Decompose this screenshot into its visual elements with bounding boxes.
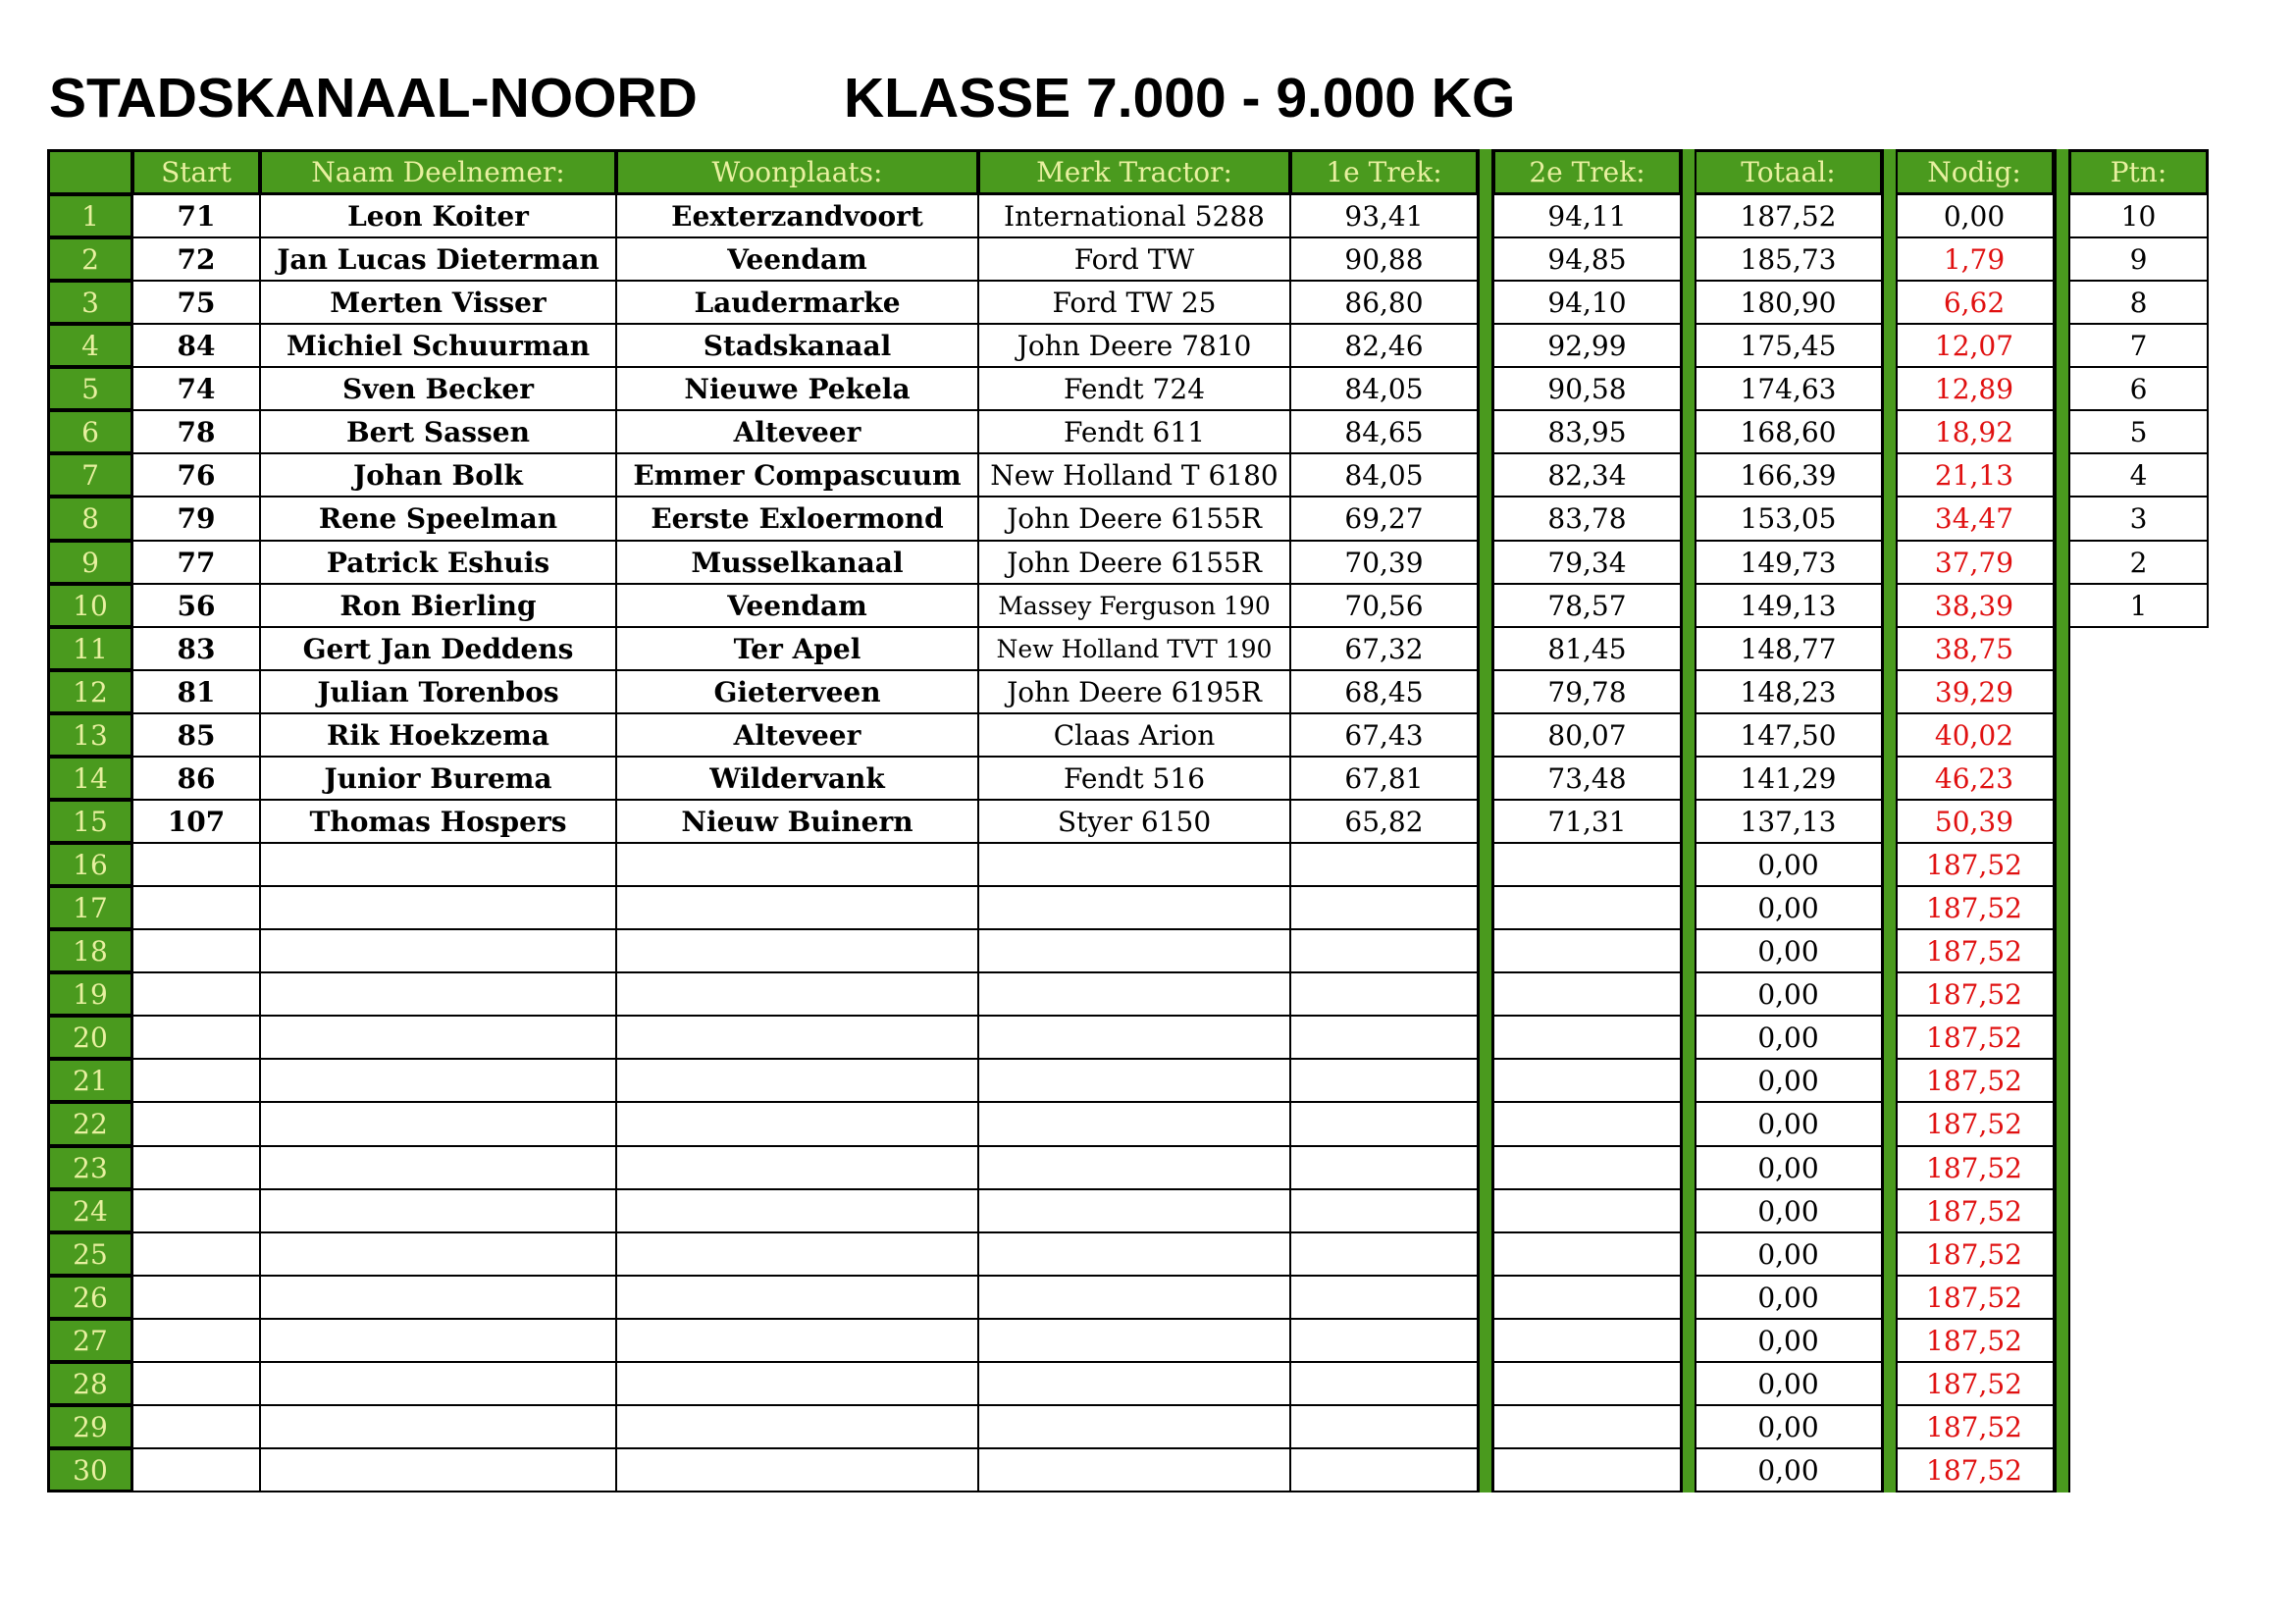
cell-t1: 67,43 <box>1289 712 1479 758</box>
cell-ptn: 9 <box>2068 236 2209 282</box>
cell-name: Leon Koiter <box>259 193 617 238</box>
cell-name <box>259 928 617 973</box>
cell-place: Alteveer <box>615 712 979 758</box>
cell-tractor: Massey Ferguson 190 <box>977 583 1291 628</box>
cell-start <box>131 842 261 887</box>
cell-t2 <box>1492 1404 1682 1449</box>
cell-t1 <box>1289 1188 1479 1233</box>
cell-total: 166,39 <box>1694 452 1883 497</box>
cell-t1: 67,81 <box>1289 756 1479 801</box>
cell-place: Veendam <box>615 583 979 628</box>
cell-place <box>615 1318 979 1363</box>
column-header-nodig: Nodig: <box>1894 149 2055 195</box>
cell-nodig: 187,52 <box>1894 971 2055 1017</box>
class-title: KLASSE 7.000 - 9.000 KG <box>844 67 1516 130</box>
cell-start <box>131 1404 261 1449</box>
cell-name <box>259 971 617 1017</box>
row-number: 30 <box>47 1447 133 1492</box>
column-separator <box>1882 149 1898 1492</box>
cell-place: Nieuwe Pekela <box>615 366 979 411</box>
row-number: 22 <box>47 1101 133 1147</box>
cell-nodig: 187,52 <box>1894 1231 2055 1277</box>
cell-tractor: Fendt 611 <box>977 409 1291 454</box>
cell-t2 <box>1492 1058 1682 1103</box>
cell-place <box>615 1231 979 1277</box>
cell-name: Thomas Hospers <box>259 799 617 844</box>
cell-ptn: 4 <box>2068 452 2209 497</box>
cell-start: 56 <box>131 583 261 628</box>
cell-tractor: John Deere 6155R <box>977 540 1291 585</box>
cell-t1: 70,56 <box>1289 583 1479 628</box>
cell-start <box>131 1058 261 1103</box>
page-title: STADSKANAAL-NOORD <box>49 67 698 130</box>
cell-nodig: 18,92 <box>1894 409 2055 454</box>
cell-t1: 93,41 <box>1289 193 1479 238</box>
cell-t2 <box>1492 1318 1682 1363</box>
cell-total: 153,05 <box>1694 496 1883 542</box>
cell-start: 79 <box>131 496 261 542</box>
cell-start <box>131 971 261 1017</box>
cell-place <box>615 1145 979 1190</box>
cell-place <box>615 842 979 887</box>
cell-t1: 86,80 <box>1289 280 1479 325</box>
cell-t2 <box>1492 1231 1682 1277</box>
cell-place: Gieterveen <box>615 669 979 714</box>
cell-nodig: 187,52 <box>1894 1404 2055 1449</box>
cell-total: 0,00 <box>1694 1101 1883 1147</box>
cell-name: Michiel Schuurman <box>259 323 617 368</box>
cell-nodig: 187,52 <box>1894 1101 2055 1147</box>
cell-ptn: 5 <box>2068 409 2209 454</box>
cell-tractor: Ford TW <box>977 236 1291 282</box>
cell-tractor <box>977 1101 1291 1147</box>
row-number: 24 <box>47 1188 133 1233</box>
cell-total: 0,00 <box>1694 885 1883 930</box>
cell-name <box>259 1015 617 1060</box>
cell-nodig: 46,23 <box>1894 756 2055 801</box>
cell-nodig: 12,89 <box>1894 366 2055 411</box>
cell-place: Eexterzandvoort <box>615 193 979 238</box>
cell-t2: 82,34 <box>1492 452 1682 497</box>
column-separator <box>1478 149 1493 1492</box>
cell-start: 76 <box>131 452 261 497</box>
cell-t2: 83,95 <box>1492 409 1682 454</box>
cell-t2: 73,48 <box>1492 756 1682 801</box>
cell-start: 74 <box>131 366 261 411</box>
cell-name <box>259 1275 617 1320</box>
cell-nodig: 187,52 <box>1894 1447 2055 1492</box>
cell-nodig: 187,52 <box>1894 1318 2055 1363</box>
cell-t2 <box>1492 1447 1682 1492</box>
cell-t2 <box>1492 971 1682 1017</box>
cell-tractor <box>977 1231 1291 1277</box>
column-separator <box>2055 149 2070 1492</box>
row-number: 21 <box>47 1058 133 1103</box>
cell-place: Wildervank <box>615 756 979 801</box>
cell-nodig: 50,39 <box>1894 799 2055 844</box>
cell-place: Alteveer <box>615 409 979 454</box>
cell-tractor <box>977 971 1291 1017</box>
cell-place <box>615 1015 979 1060</box>
cell-t2 <box>1492 1275 1682 1320</box>
cell-t2 <box>1492 842 1682 887</box>
cell-t2: 71,31 <box>1492 799 1682 844</box>
cell-place <box>615 928 979 973</box>
cell-t1: 67,32 <box>1289 626 1479 671</box>
cell-place: Eerste Exloermond <box>615 496 979 542</box>
cell-total: 0,00 <box>1694 1231 1883 1277</box>
cell-tractor <box>977 1145 1291 1190</box>
cell-tractor: John Deere 7810 <box>977 323 1291 368</box>
cell-start <box>131 885 261 930</box>
cell-start <box>131 928 261 973</box>
cell-tractor: John Deere 6195R <box>977 669 1291 714</box>
cell-tractor <box>977 1015 1291 1060</box>
row-number: 25 <box>47 1231 133 1277</box>
cell-name: Junior Burema <box>259 756 617 801</box>
row-number: 6 <box>47 409 133 454</box>
cell-tractor <box>977 1447 1291 1492</box>
cell-total: 0,00 <box>1694 1361 1883 1406</box>
cell-t2: 78,57 <box>1492 583 1682 628</box>
cell-nodig: 6,62 <box>1894 280 2055 325</box>
cell-t2 <box>1492 1145 1682 1190</box>
cell-name: Gert Jan Deddens <box>259 626 617 671</box>
cell-ptn: 2 <box>2068 540 2209 585</box>
cell-tractor <box>977 885 1291 930</box>
cell-start: 81 <box>131 669 261 714</box>
cell-place <box>615 1101 979 1147</box>
row-number: 5 <box>47 366 133 411</box>
cell-nodig: 0,00 <box>1894 193 2055 238</box>
cell-total: 137,13 <box>1694 799 1883 844</box>
cell-name <box>259 842 617 887</box>
cell-tractor <box>977 1275 1291 1320</box>
cell-total: 149,13 <box>1694 583 1883 628</box>
cell-t1: 84,65 <box>1289 409 1479 454</box>
cell-tractor <box>977 1318 1291 1363</box>
cell-nodig: 34,47 <box>1894 496 2055 542</box>
cell-name: Sven Becker <box>259 366 617 411</box>
cell-tractor <box>977 928 1291 973</box>
cell-t1 <box>1289 842 1479 887</box>
cell-tractor: Styer 6150 <box>977 799 1291 844</box>
row-number: 4 <box>47 323 133 368</box>
cell-total: 0,00 <box>1694 1447 1883 1492</box>
cell-t1 <box>1289 928 1479 973</box>
cell-name: Johan Bolk <box>259 452 617 497</box>
cell-ptn: 3 <box>2068 496 2209 542</box>
cell-place <box>615 1447 979 1492</box>
cell-ptn: 7 <box>2068 323 2209 368</box>
column-header-t2: 2e Trek: <box>1492 149 1682 195</box>
cell-t1: 84,05 <box>1289 366 1479 411</box>
cell-start <box>131 1318 261 1363</box>
cell-name: Ron Bierling <box>259 583 617 628</box>
cell-nodig: 12,07 <box>1894 323 2055 368</box>
cell-total: 0,00 <box>1694 971 1883 1017</box>
cell-t2: 94,10 <box>1492 280 1682 325</box>
cell-t2 <box>1492 1361 1682 1406</box>
cell-start: 71 <box>131 193 261 238</box>
cell-place: Veendam <box>615 236 979 282</box>
cell-t2: 79,78 <box>1492 669 1682 714</box>
cell-nodig: 1,79 <box>1894 236 2055 282</box>
row-number: 13 <box>47 712 133 758</box>
cell-start <box>131 1275 261 1320</box>
cell-start <box>131 1145 261 1190</box>
cell-total: 147,50 <box>1694 712 1883 758</box>
cell-start: 84 <box>131 323 261 368</box>
cell-place <box>615 1188 979 1233</box>
cell-total: 175,45 <box>1694 323 1883 368</box>
cell-start: 85 <box>131 712 261 758</box>
cell-total: 168,60 <box>1694 409 1883 454</box>
cell-t1 <box>1289 885 1479 930</box>
row-number: 23 <box>47 1145 133 1190</box>
row-number: 8 <box>47 496 133 542</box>
cell-name <box>259 1318 617 1363</box>
cell-t1 <box>1289 1015 1479 1060</box>
cell-nodig: 187,52 <box>1894 842 2055 887</box>
cell-place <box>615 1275 979 1320</box>
cell-t1 <box>1289 1275 1479 1320</box>
cell-t2 <box>1492 1101 1682 1147</box>
cell-total: 0,00 <box>1694 1145 1883 1190</box>
cell-t2: 83,78 <box>1492 496 1682 542</box>
cell-t1: 68,45 <box>1289 669 1479 714</box>
cell-name <box>259 1188 617 1233</box>
cell-place: Nieuw Buinern <box>615 799 979 844</box>
column-header-ptn: Ptn: <box>2068 149 2209 195</box>
row-number: 27 <box>47 1318 133 1363</box>
cell-total: 0,00 <box>1694 928 1883 973</box>
cell-name: Jan Lucas Dieterman <box>259 236 617 282</box>
cell-t1: 82,46 <box>1289 323 1479 368</box>
cell-name <box>259 1101 617 1147</box>
cell-nodig: 38,39 <box>1894 583 2055 628</box>
cell-tractor: International 5288 <box>977 193 1291 238</box>
cell-ptn: 10 <box>2068 193 2209 238</box>
cell-t1: 84,05 <box>1289 452 1479 497</box>
cell-total: 141,29 <box>1694 756 1883 801</box>
row-number: 12 <box>47 669 133 714</box>
cell-place <box>615 885 979 930</box>
cell-name <box>259 1447 617 1492</box>
cell-t1 <box>1289 1404 1479 1449</box>
cell-t1 <box>1289 1361 1479 1406</box>
cell-name: Rik Hoekzema <box>259 712 617 758</box>
cell-nodig: 187,52 <box>1894 1145 2055 1190</box>
cell-ptn: 1 <box>2068 583 2209 628</box>
row-number: 2 <box>47 236 133 282</box>
cell-nodig: 187,52 <box>1894 1058 2055 1103</box>
row-number: 15 <box>47 799 133 844</box>
cell-nodig: 187,52 <box>1894 1015 2055 1060</box>
cell-total: 148,77 <box>1694 626 1883 671</box>
column-header-t1: 1e Trek: <box>1289 149 1479 195</box>
row-number: 10 <box>47 583 133 628</box>
cell-total: 174,63 <box>1694 366 1883 411</box>
cell-t1 <box>1289 1231 1479 1277</box>
cell-total: 148,23 <box>1694 669 1883 714</box>
cell-start: 75 <box>131 280 261 325</box>
cell-nodig: 21,13 <box>1894 452 2055 497</box>
cell-t1 <box>1289 1101 1479 1147</box>
cell-t1 <box>1289 1447 1479 1492</box>
cell-start <box>131 1015 261 1060</box>
cell-tractor <box>977 1058 1291 1103</box>
cell-tractor: Ford TW 25 <box>977 280 1291 325</box>
cell-start: 77 <box>131 540 261 585</box>
cell-total: 185,73 <box>1694 236 1883 282</box>
cell-nodig: 39,29 <box>1894 669 2055 714</box>
cell-nodig: 40,02 <box>1894 712 2055 758</box>
cell-tractor: Claas Arion <box>977 712 1291 758</box>
cell-name <box>259 1058 617 1103</box>
cell-t2: 80,07 <box>1492 712 1682 758</box>
cell-name: Merten Visser <box>259 280 617 325</box>
row-number: 9 <box>47 540 133 585</box>
cell-t1: 90,88 <box>1289 236 1479 282</box>
cell-name <box>259 1145 617 1190</box>
cell-total: 187,52 <box>1694 193 1883 238</box>
cell-tractor <box>977 1188 1291 1233</box>
row-number: 29 <box>47 1404 133 1449</box>
cell-t2: 79,34 <box>1492 540 1682 585</box>
column-header-n <box>47 149 133 195</box>
row-number: 14 <box>47 756 133 801</box>
cell-name: Bert Sassen <box>259 409 617 454</box>
cell-total: 0,00 <box>1694 1275 1883 1320</box>
cell-tractor: New Holland TVT 190 <box>977 626 1291 671</box>
cell-name: Rene Speelman <box>259 496 617 542</box>
cell-start: 86 <box>131 756 261 801</box>
cell-nodig: 187,52 <box>1894 885 2055 930</box>
cell-total: 149,73 <box>1694 540 1883 585</box>
cell-tractor <box>977 842 1291 887</box>
cell-tractor <box>977 1404 1291 1449</box>
cell-start: 72 <box>131 236 261 282</box>
cell-total: 0,00 <box>1694 1058 1883 1103</box>
cell-start <box>131 1231 261 1277</box>
cell-t1: 69,27 <box>1289 496 1479 542</box>
cell-tractor: Fendt 516 <box>977 756 1291 801</box>
cell-t1 <box>1289 971 1479 1017</box>
cell-t2 <box>1492 885 1682 930</box>
cell-place: Ter Apel <box>615 626 979 671</box>
column-header-start: Start <box>131 149 261 195</box>
cell-start <box>131 1447 261 1492</box>
cell-place <box>615 971 979 1017</box>
cell-tractor: John Deere 6155R <box>977 496 1291 542</box>
cell-start: 78 <box>131 409 261 454</box>
row-number: 28 <box>47 1361 133 1406</box>
cell-name: Patrick Eshuis <box>259 540 617 585</box>
cell-start <box>131 1188 261 1233</box>
column-separator <box>1681 149 1696 1492</box>
cell-place <box>615 1361 979 1406</box>
cell-start: 107 <box>131 799 261 844</box>
cell-nodig: 187,52 <box>1894 1275 2055 1320</box>
cell-nodig: 187,52 <box>1894 1188 2055 1233</box>
column-header-tractor: Merk Tractor: <box>977 149 1291 195</box>
cell-place: Stadskanaal <box>615 323 979 368</box>
cell-place: Emmer Compascuum <box>615 452 979 497</box>
cell-ptn: 8 <box>2068 280 2209 325</box>
cell-nodig: 37,79 <box>1894 540 2055 585</box>
cell-tractor: New Holland T 6180 <box>977 452 1291 497</box>
column-header-name: Naam Deelnemer: <box>259 149 617 195</box>
cell-total: 0,00 <box>1694 1318 1883 1363</box>
row-number: 7 <box>47 452 133 497</box>
row-number: 16 <box>47 842 133 887</box>
cell-t1: 70,39 <box>1289 540 1479 585</box>
row-number: 3 <box>47 280 133 325</box>
cell-t1 <box>1289 1318 1479 1363</box>
cell-name <box>259 1231 617 1277</box>
cell-name <box>259 885 617 930</box>
cell-name <box>259 1361 617 1406</box>
cell-start <box>131 1101 261 1147</box>
cell-ptn: 6 <box>2068 366 2209 411</box>
cell-total: 0,00 <box>1694 1404 1883 1449</box>
column-header-total: Totaal: <box>1694 149 1883 195</box>
cell-t2: 81,45 <box>1492 626 1682 671</box>
cell-t1: 65,82 <box>1289 799 1479 844</box>
cell-t1 <box>1289 1145 1479 1190</box>
row-number: 18 <box>47 928 133 973</box>
cell-t2 <box>1492 1188 1682 1233</box>
cell-place <box>615 1058 979 1103</box>
cell-t2: 92,99 <box>1492 323 1682 368</box>
row-number: 1 <box>47 193 133 238</box>
cell-place: Musselkanaal <box>615 540 979 585</box>
cell-t2: 94,85 <box>1492 236 1682 282</box>
cell-t1 <box>1289 1058 1479 1103</box>
cell-start: 83 <box>131 626 261 671</box>
cell-tractor <box>977 1361 1291 1406</box>
row-number: 11 <box>47 626 133 671</box>
cell-total: 0,00 <box>1694 1015 1883 1060</box>
row-number: 19 <box>47 971 133 1017</box>
cell-name <box>259 1404 617 1449</box>
cell-start <box>131 1361 261 1406</box>
cell-nodig: 187,52 <box>1894 1361 2055 1406</box>
cell-t2: 94,11 <box>1492 193 1682 238</box>
row-number: 17 <box>47 885 133 930</box>
cell-place: Laudermarke <box>615 280 979 325</box>
cell-t2: 90,58 <box>1492 366 1682 411</box>
cell-t2 <box>1492 928 1682 973</box>
column-header-place: Woonplaats: <box>615 149 979 195</box>
cell-nodig: 38,75 <box>1894 626 2055 671</box>
cell-place <box>615 1404 979 1449</box>
cell-t2 <box>1492 1015 1682 1060</box>
cell-tractor: Fendt 724 <box>977 366 1291 411</box>
cell-name: Julian Torenbos <box>259 669 617 714</box>
row-number: 26 <box>47 1275 133 1320</box>
cell-total: 0,00 <box>1694 1188 1883 1233</box>
cell-nodig: 187,52 <box>1894 928 2055 973</box>
row-number: 20 <box>47 1015 133 1060</box>
cell-total: 0,00 <box>1694 842 1883 887</box>
cell-total: 180,90 <box>1694 280 1883 325</box>
